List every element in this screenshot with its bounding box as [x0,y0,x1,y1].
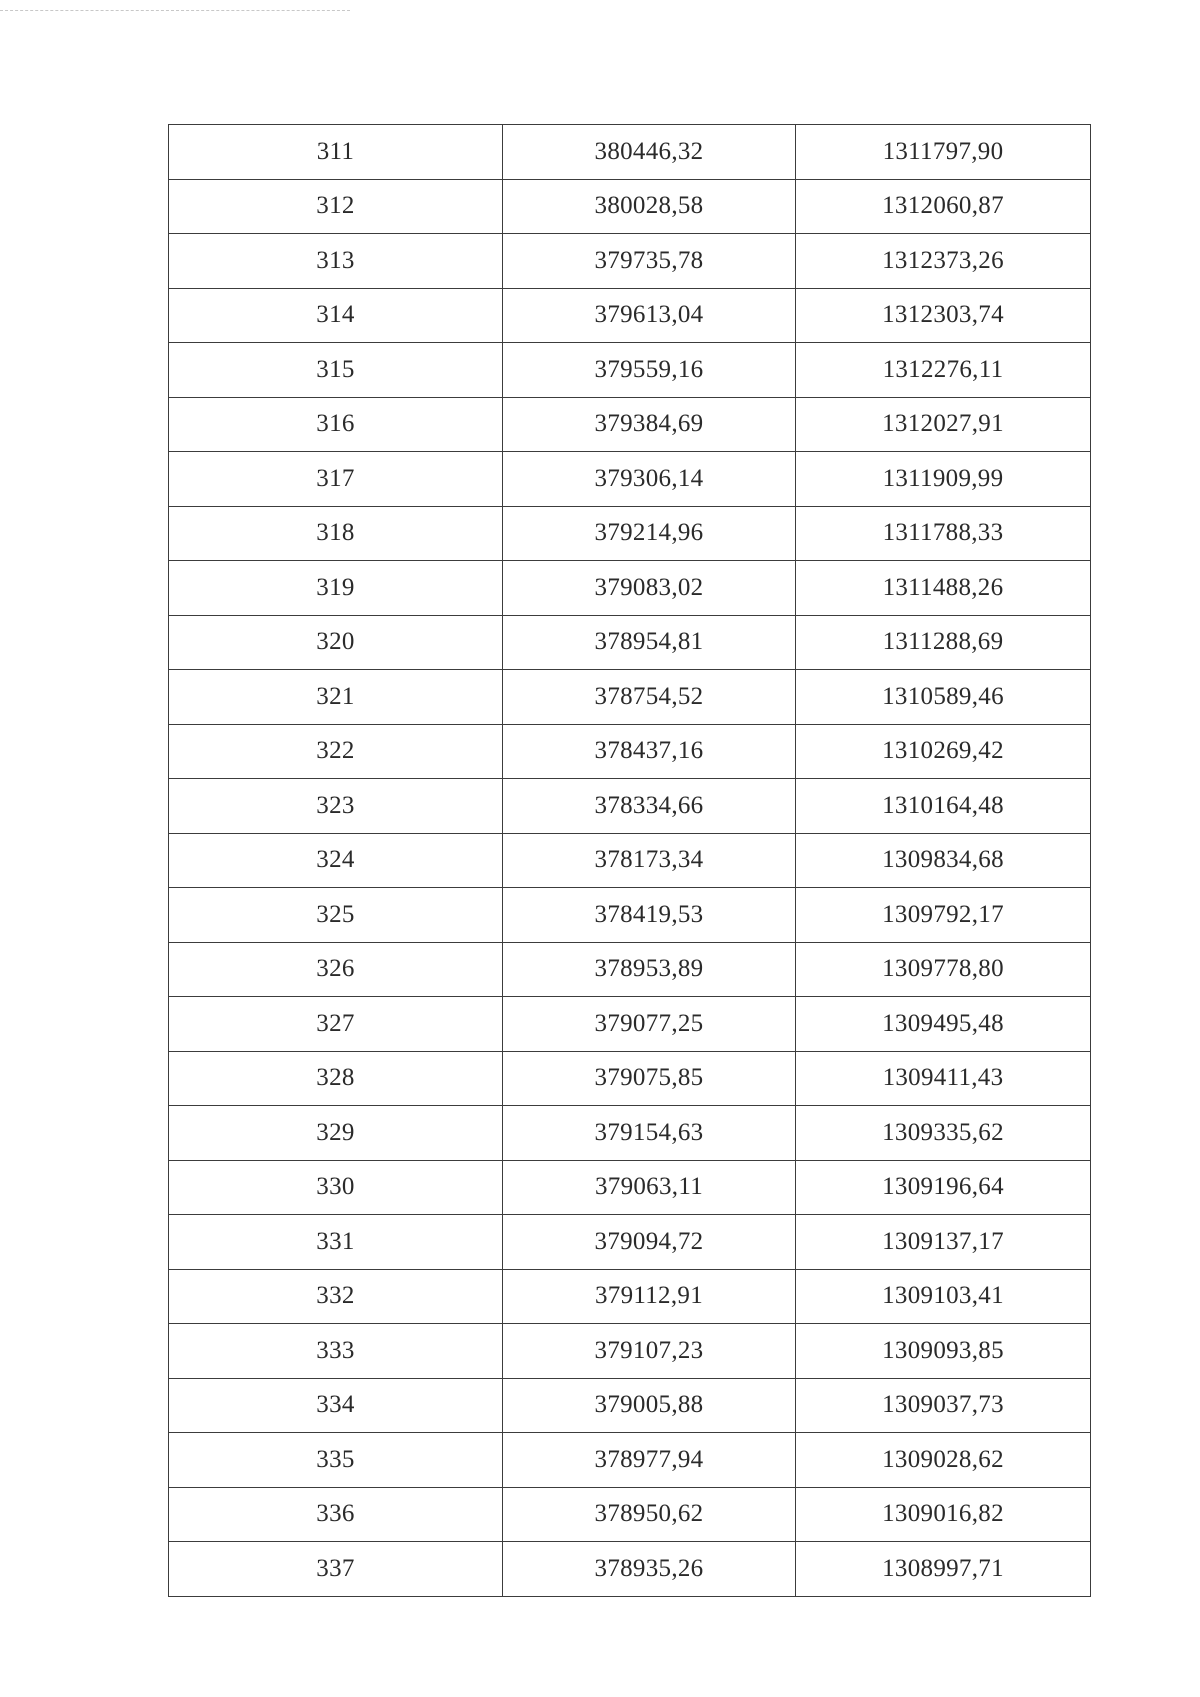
y-coordinate-cell: 1312373,26 [796,234,1091,289]
x-coordinate-cell: 378954,81 [503,615,796,670]
x-coordinate-cell: 379735,78 [503,234,796,289]
y-coordinate-cell: 1310589,46 [796,670,1091,725]
x-coordinate-cell: 379154,63 [503,1106,796,1161]
x-coordinate-cell: 380446,32 [503,125,796,180]
y-coordinate-cell: 1309196,64 [796,1160,1091,1215]
table-row [169,833,1091,888]
x-coordinate-cell: 378953,89 [503,942,796,997]
x-coordinate-cell: 378950,62 [503,1487,796,1542]
point-number-cell: 336 [169,1487,503,1542]
x-coordinate-cell: 379214,96 [503,506,796,561]
table-row [169,1324,1091,1379]
table-row [169,1106,1091,1161]
x-coordinate-cell: 378935,26 [503,1542,796,1597]
y-coordinate-cell: 1312060,87 [796,179,1091,234]
x-coordinate-cell: 379005,88 [503,1378,796,1433]
table-row [169,997,1091,1052]
table-row [169,234,1091,289]
y-coordinate-cell: 1311909,99 [796,452,1091,507]
point-number-cell: 326 [169,942,503,997]
x-coordinate-cell: 379063,11 [503,1160,796,1215]
x-coordinate-cell: 379077,25 [503,997,796,1052]
point-number-cell: 325 [169,888,503,943]
point-number-cell: 315 [169,343,503,398]
point-number-cell: 332 [169,1269,503,1324]
table-row [169,506,1091,561]
y-coordinate-cell: 1309016,82 [796,1487,1091,1542]
point-number-cell: 319 [169,561,503,616]
table-row [169,1051,1091,1106]
table-row [169,343,1091,398]
y-coordinate-cell: 1311488,26 [796,561,1091,616]
y-coordinate-cell: 1309335,62 [796,1106,1091,1161]
y-coordinate-cell: 1309093,85 [796,1324,1091,1379]
table-row [169,942,1091,997]
point-number-cell: 330 [169,1160,503,1215]
table-row [169,179,1091,234]
y-coordinate-cell: 1311288,69 [796,615,1091,670]
x-coordinate-cell: 378754,52 [503,670,796,725]
y-coordinate-cell: 1309834,68 [796,833,1091,888]
x-coordinate-cell: 379559,16 [503,343,796,398]
y-coordinate-cell: 1309037,73 [796,1378,1091,1433]
table-row [169,1433,1091,1488]
table-row [169,1487,1091,1542]
table-row [169,615,1091,670]
point-number-cell: 328 [169,1051,503,1106]
point-number-cell: 322 [169,724,503,779]
y-coordinate-cell: 1309411,43 [796,1051,1091,1106]
point-number-cell: 314 [169,288,503,343]
x-coordinate-cell: 379384,69 [503,397,796,452]
point-number-cell: 313 [169,234,503,289]
y-coordinate-cell: 1310164,48 [796,779,1091,834]
point-number-cell: 320 [169,615,503,670]
x-coordinate-cell: 378173,34 [503,833,796,888]
table-row [169,670,1091,725]
table-row [169,1542,1091,1597]
point-number-cell: 335 [169,1433,503,1488]
coordinates-table [168,124,1091,1597]
y-coordinate-cell: 1309778,80 [796,942,1091,997]
x-coordinate-cell: 379306,14 [503,452,796,507]
table-row [169,288,1091,343]
coordinates-table-body [169,125,1091,1597]
table-row [169,779,1091,834]
scan-edge-line [0,10,350,11]
y-coordinate-cell: 1309495,48 [796,997,1091,1052]
point-number-cell: 337 [169,1542,503,1597]
point-number-cell: 318 [169,506,503,561]
y-coordinate-cell: 1309103,41 [796,1269,1091,1324]
y-coordinate-cell: 1310269,42 [796,724,1091,779]
point-number-cell: 331 [169,1215,503,1270]
x-coordinate-cell: 379094,72 [503,1215,796,1270]
x-coordinate-cell: 379613,04 [503,288,796,343]
point-number-cell: 321 [169,670,503,725]
y-coordinate-cell: 1309028,62 [796,1433,1091,1488]
table-row [169,1160,1091,1215]
point-number-cell: 329 [169,1106,503,1161]
point-number-cell: 317 [169,452,503,507]
point-number-cell: 333 [169,1324,503,1379]
point-number-cell: 334 [169,1378,503,1433]
x-coordinate-cell: 379112,91 [503,1269,796,1324]
x-coordinate-cell: 378437,16 [503,724,796,779]
point-number-cell: 312 [169,179,503,234]
y-coordinate-cell: 1312276,11 [796,343,1091,398]
table-row [169,397,1091,452]
y-coordinate-cell: 1308997,71 [796,1542,1091,1597]
table-row [169,561,1091,616]
table-row [169,888,1091,943]
x-coordinate-cell: 379107,23 [503,1324,796,1379]
table-row [169,452,1091,507]
y-coordinate-cell: 1312027,91 [796,397,1091,452]
y-coordinate-cell: 1312303,74 [796,288,1091,343]
x-coordinate-cell: 378334,66 [503,779,796,834]
point-number-cell: 324 [169,833,503,888]
x-coordinate-cell: 380028,58 [503,179,796,234]
y-coordinate-cell: 1309792,17 [796,888,1091,943]
point-number-cell: 316 [169,397,503,452]
table-row [169,1378,1091,1433]
x-coordinate-cell: 379083,02 [503,561,796,616]
table-row [169,724,1091,779]
point-number-cell: 311 [169,125,503,180]
table-row [169,1215,1091,1270]
x-coordinate-cell: 379075,85 [503,1051,796,1106]
y-coordinate-cell: 1311788,33 [796,506,1091,561]
table-row [169,125,1091,180]
x-coordinate-cell: 378419,53 [503,888,796,943]
point-number-cell: 327 [169,997,503,1052]
x-coordinate-cell: 378977,94 [503,1433,796,1488]
point-number-cell: 323 [169,779,503,834]
y-coordinate-cell: 1311797,90 [796,125,1091,180]
table-row [169,1269,1091,1324]
y-coordinate-cell: 1309137,17 [796,1215,1091,1270]
